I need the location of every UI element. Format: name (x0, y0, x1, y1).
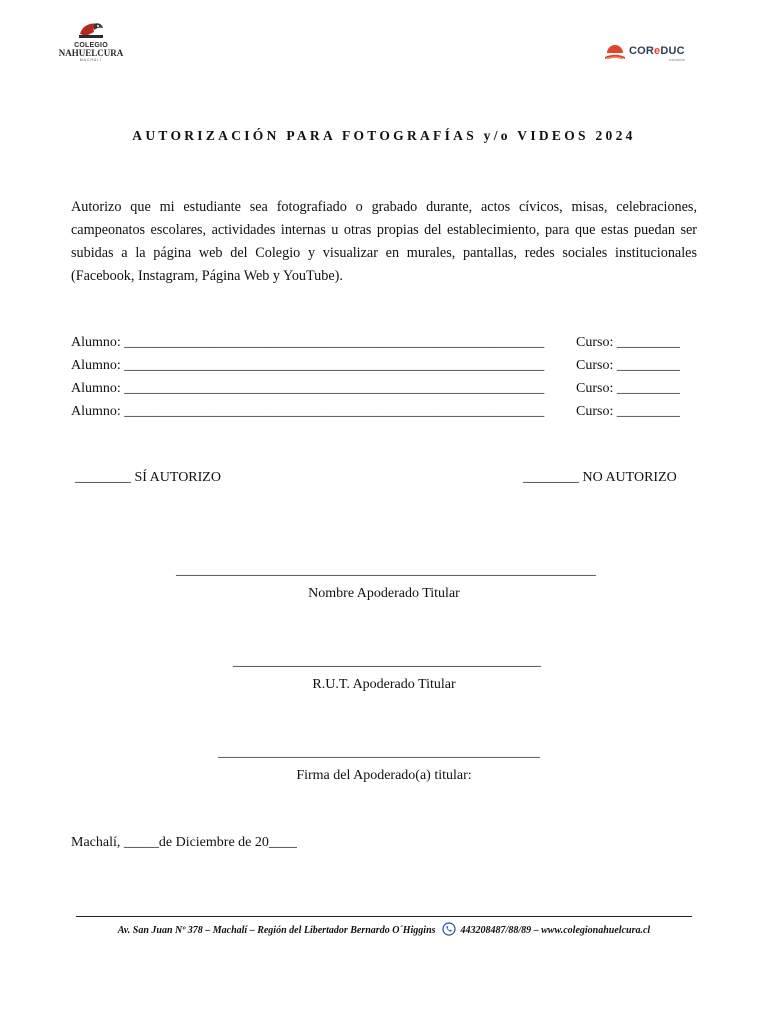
coreduc-brand-end: DUC (660, 45, 685, 57)
date-line[interactable]: Machalí, _____de Diciembre de 20____ (71, 835, 297, 850)
no-authorize-option[interactable]: ________ NO AUTORIZO (523, 470, 677, 485)
guardian-name-label: Nombre Apoderado Titular (308, 586, 460, 601)
school-logo-line1: COLEGIO (74, 42, 108, 49)
footer-divider (76, 916, 692, 917)
guardian-signature-line[interactable]: ______________________________________________ (218, 745, 540, 760)
student-name-field[interactable]: Alumno: ____________________________________________________________ (71, 404, 545, 419)
school-crest-icon (76, 20, 106, 42)
phone-icon (442, 922, 456, 939)
footer-phone: 443208487/88/89 (460, 924, 532, 936)
coreduc-logo-icon (603, 44, 627, 64)
coreduc-logo (603, 44, 703, 68)
guardian-signature-label: Firma del Apoderado(a) titular: (296, 768, 472, 783)
document-title: AUTORIZACIÓN PARA FOTOGRAFÍAS y/o VIDEOS 2024 (132, 128, 636, 143)
student-name-field[interactable]: Alumno: ____________________________________________________________ (71, 335, 545, 350)
footer-separator: – (533, 924, 539, 936)
yes-authorize-option[interactable]: ________ SÍ AUTORIZO (75, 470, 221, 485)
coreduc-brand-start: COR (629, 45, 655, 57)
school-logo-line2: NAHUELCURA (58, 48, 124, 58)
school-logo-line3: MACHALÍ (79, 58, 103, 62)
student-course-field[interactable]: Curso: _________ (576, 404, 680, 419)
student-row (71, 358, 697, 378)
guardian-rut-line[interactable]: ____________________________________________ (233, 654, 541, 669)
student-row (71, 335, 697, 355)
coreduc-sub: educación (669, 58, 685, 62)
student-course-field[interactable]: Curso: _________ (576, 335, 680, 350)
coreduc-brand-accent: e (654, 45, 661, 57)
student-row (71, 381, 697, 401)
student-course-field[interactable]: Curso: _________ (576, 358, 680, 373)
footer (0, 922, 768, 939)
guardian-name-line[interactable]: ____________________________________________________________ (176, 563, 596, 578)
footer-address: Av. San Juan Nº 378 – Machalí – Región del Libertador Bernardo O´Higgins (117, 924, 436, 936)
guardian-rut-label: R.U.T. Apoderado Titular (312, 677, 456, 692)
student-name-field[interactable]: Alumno: ____________________________________________________________ (71, 358, 545, 373)
authorization-text: Autorizo que mi estudiante sea fotografiado o grabado durante, actos cívicos, misas, celebraciones, campeonatos escolares, actividades internas u otras propias del establecimiento, para que estas puedan ser subidas a la página web del Colegio y visualizar en murales, pantallas, redes sociales institucionales (Facebook, Instagram, Página Web y YouTube). (71, 199, 697, 284)
coreduc-brand (629, 45, 685, 57)
student-row (71, 404, 697, 424)
footer-website[interactable]: www.colegionahuelcura.cl (541, 924, 651, 936)
student-name-field[interactable]: Alumno: ____________________________________________________________ (71, 381, 545, 396)
student-course-field[interactable]: Curso: _________ (576, 381, 680, 396)
school-logo (58, 20, 124, 70)
